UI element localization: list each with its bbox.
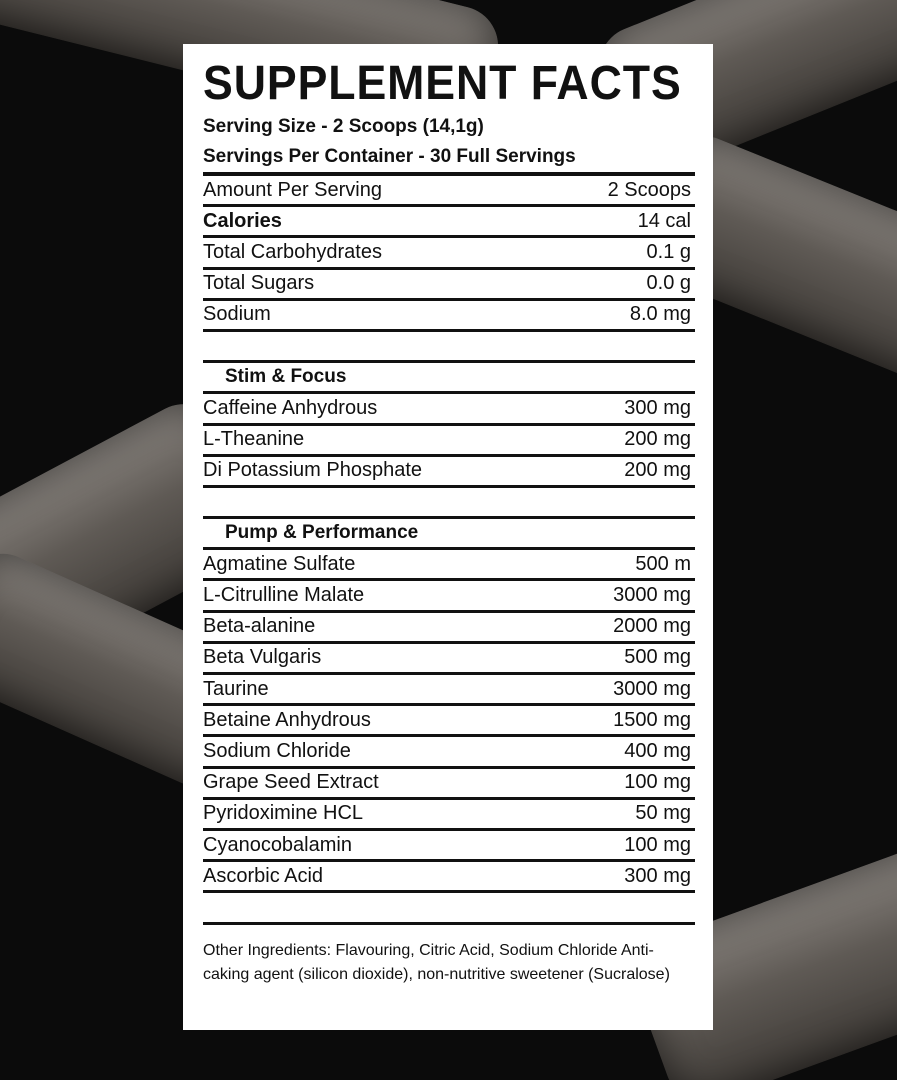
row-label: Cyanocobalamin	[203, 833, 352, 856]
row-value: 200 mg	[624, 459, 691, 482]
row-value: 500 m	[635, 552, 691, 575]
row-value: 0.0 g	[646, 272, 691, 295]
row-value: 3000 mg	[613, 584, 691, 607]
row-value: 14 cal	[637, 209, 691, 232]
row-value: 200 mg	[624, 428, 691, 451]
supplement-facts-panel	[183, 44, 713, 1030]
row-label: Taurine	[203, 677, 269, 700]
table-row	[203, 800, 695, 831]
table-row	[203, 581, 695, 612]
serving-size: Serving Size - 2 Scoops (14,1g)	[203, 116, 484, 137]
other-ingredients: Other Ingredients: Flavouring, Citric Acid, Sodium Chloride Anti-caking agent (silicon dioxide), non-nutritive sweetener (Sucralose)	[203, 941, 670, 983]
table-row	[203, 457, 695, 488]
row-label: Pyridoximine HCL	[203, 802, 364, 825]
row-value: 50 mg	[635, 802, 691, 825]
blank-row	[203, 893, 695, 924]
table-row	[203, 426, 695, 457]
table-row	[203, 737, 695, 768]
row-value: 0.1 g	[646, 240, 691, 263]
table-row	[203, 862, 695, 893]
row-label: Caffeine Anhydrous	[203, 396, 378, 419]
blank-row	[203, 332, 695, 363]
table-row	[203, 644, 695, 675]
table-row	[203, 769, 695, 800]
row-value: 2000 mg	[613, 615, 691, 638]
section-heading-pump: Pump & Performance	[203, 519, 695, 550]
row-value: 100 mg	[624, 833, 691, 856]
row-label: Betaine Anhydrous	[203, 708, 371, 731]
table-row	[203, 207, 695, 238]
table-row	[203, 270, 695, 301]
row-label: Agmatine Sulfate	[203, 552, 356, 575]
row-label: Amount Per Serving	[203, 178, 382, 201]
panel-title: SUPPLEMENT FACTS	[203, 57, 682, 110]
row-value: 400 mg	[624, 739, 691, 762]
table-row	[203, 238, 695, 269]
row-label: Sodium	[203, 303, 271, 326]
row-label: Grape Seed Extract	[203, 771, 379, 794]
table-row	[203, 831, 695, 862]
table-row	[203, 613, 695, 644]
row-label: Beta-alanine	[203, 615, 316, 638]
servings-per-container: Servings Per Container - 30 Full Servings	[203, 146, 576, 167]
row-value: 300 mg	[624, 864, 691, 887]
row-value: 3000 mg	[613, 677, 691, 700]
amount-per-serving-row	[203, 176, 695, 207]
row-label: Total Sugars	[203, 272, 315, 295]
section-heading-stim: Stim & Focus	[203, 363, 695, 394]
row-label: Total Carbohydrates	[203, 240, 382, 263]
row-label: L-Citrulline Malate	[203, 584, 365, 607]
row-value: 2 Scoops	[607, 178, 691, 201]
row-value: 8.0 mg	[629, 303, 691, 326]
blank-row	[203, 488, 695, 519]
table-row	[203, 550, 695, 581]
row-label: Di Potassium Phosphate	[203, 459, 423, 482]
row-value: 100 mg	[624, 771, 691, 794]
row-value: 500 mg	[624, 646, 691, 669]
table-row	[203, 301, 695, 332]
table-row	[203, 706, 695, 737]
row-label: Beta Vulgaris	[203, 646, 322, 669]
table-row	[203, 675, 695, 706]
row-value: 300 mg	[624, 396, 691, 419]
row-label: L-Theanine	[203, 428, 305, 451]
row-label: Ascorbic Acid	[203, 864, 324, 887]
row-value: 1500 mg	[613, 708, 691, 731]
row-label: Calories	[203, 209, 282, 232]
table-row	[203, 394, 695, 425]
row-label: Sodium Chloride	[203, 739, 351, 762]
